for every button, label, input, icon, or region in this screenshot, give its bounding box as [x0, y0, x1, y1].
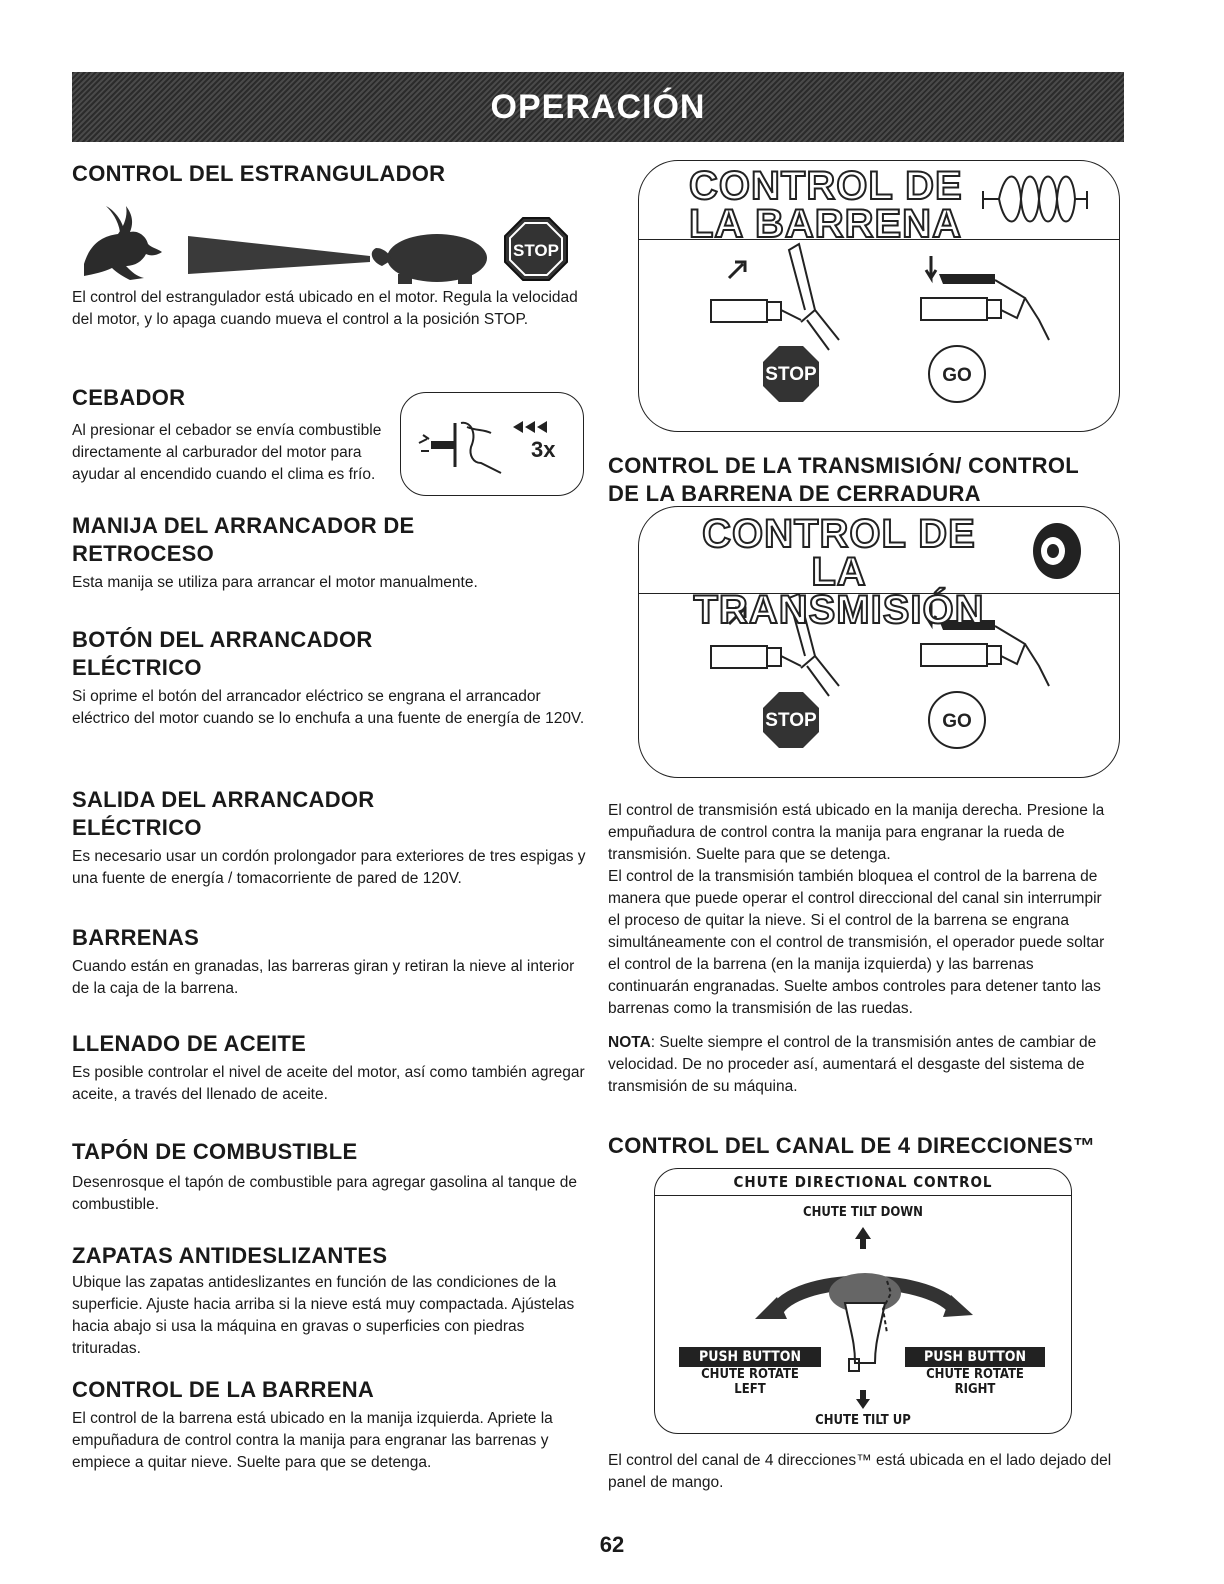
rabbit-icon	[84, 206, 162, 280]
transmision-text-2: El control de la transmisión también bloquea el control de la barrena de manera que puede operar el control direccional del canal sin interrumpir el proceso de quitar la nieve. Si el control de la barrena se engrana simultáneamente con el control de transmisión, el operador puede soltar el control de la barrena (en la manija izquierda) y las barrenas continuarán engranadas. Suelte ambos controles para detener tanto las barrenas como la transmisión de las ruedas.	[608, 868, 1105, 1017]
stop-sign-icon	[505, 218, 567, 280]
primer-count: 3x	[531, 437, 556, 462]
rotate-left-group	[679, 1347, 821, 1397]
tilt-up-arrow-icon	[855, 1389, 871, 1411]
transmision-text-block	[608, 800, 1118, 1098]
chute-control-decal	[654, 1168, 1072, 1434]
boton-text: Si oprime el botón del arrancador eléctrico se engrana el arrancador eléctrico del motor cuando se lo enchufa a una fuente de energía de 120V.	[72, 688, 585, 727]
barrenas-heading: BARRENAS	[72, 925, 200, 950]
auger-go-label: GO	[942, 365, 972, 386]
estrangulador-heading: CONTROL DEL ESTRANGULADOR	[72, 161, 446, 186]
speed-wedge	[188, 236, 370, 274]
auger-icon	[979, 169, 1089, 235]
manija-section	[72, 512, 592, 594]
transmission-decal-title-line2: TRANSMISIÓN	[693, 588, 985, 632]
boton-section	[72, 626, 592, 730]
transmission-control-decal	[638, 506, 1120, 778]
barrenas-section	[72, 924, 592, 1000]
cebador-text: Al presionar el cebador se envía combustible directamente al carburador del motor para ayudar al encendido cuando el clima es frío.	[72, 422, 382, 483]
transmission-stop-label: STOP	[765, 710, 817, 731]
primer-illustration-box	[400, 392, 584, 496]
stop-sign-label: STOP	[513, 241, 559, 260]
page-number: 62	[599, 1532, 625, 1557]
transmission-decal-title	[689, 512, 989, 632]
rotate-right-group	[905, 1347, 1045, 1397]
wheel-icon	[1025, 519, 1085, 583]
push-button-right-label: PUSH BUTTON	[905, 1347, 1045, 1367]
auger-stop-label: STOP	[765, 364, 817, 385]
rotate-left-label-1: CHUTE ROTATE	[701, 1367, 799, 1382]
transmision-heading-block	[608, 452, 1128, 508]
nota-text: : Suelte siempre el control de la transmisión antes de cambiar de velocidad. De no proceder así, aumentará el desgaste del sistema de transmisión de su máquina.	[608, 1034, 1097, 1095]
auger-decal-title-line1: CONTROL DE	[689, 164, 963, 208]
rotate-left-label-2: LEFT	[734, 1382, 766, 1397]
transmision-text-1: El control de transmisión está ubicado en la manija derecha. Presione la empuñadura de control contra la manija para engranar la rueda de transmisión. Suelte para que se detenga.	[608, 802, 1105, 863]
barrena-section	[72, 1376, 592, 1474]
transmission-go-label: GO	[942, 711, 972, 732]
tapon-section	[72, 1138, 592, 1216]
canal-heading-block	[608, 1132, 1128, 1160]
section-banner	[72, 72, 1124, 142]
tapon-heading: TAPÓN DE COMBUSTIBLE	[72, 1139, 358, 1164]
rotate-right-label-2: RIGHT	[954, 1382, 996, 1397]
canal-heading: CONTROL DEL CANAL DE 4 DIRECCIONES™	[608, 1133, 1096, 1158]
auger-control-decal	[638, 160, 1120, 432]
estrangulador-section	[72, 160, 592, 188]
primer-icon	[401, 393, 583, 495]
barrena-heading: CONTROL DE LA BARRENA	[72, 1377, 375, 1402]
barrenas-text: Cuando están en granadas, las barreras giran y retiran la nieve al interior de la caja de la barrena.	[72, 958, 575, 997]
nota-paragraph	[608, 1032, 1118, 1098]
go-circle-icon	[929, 346, 985, 402]
zapatas-heading: ZAPATAS ANTIDESLIZANTES	[72, 1243, 388, 1268]
chute-tilt-down-label: CHUTE TILT DOWN	[803, 1205, 923, 1220]
manija-text: Esta manija se utiliza para arrancar el motor manualmente.	[72, 574, 478, 591]
transmission-decal-header	[639, 507, 1119, 632]
auger-decal-header	[639, 161, 1119, 246]
nota-label: NOTA	[608, 1034, 651, 1051]
aceite-text: Es posible controlar el nivel de aceite del motor, así como también agregar aceite, a través del llenado de aceite.	[72, 1064, 585, 1103]
auger-decal-title-line2: LA BARRENA	[689, 202, 962, 246]
go-circle-icon	[929, 692, 985, 748]
cebador-section	[72, 384, 402, 486]
transmision-heading: CONTROL DE LA TRANSMISIÓN/ CONTROL DE LA BARRENA DE CERRADURA	[608, 453, 1079, 506]
zapatas-section	[72, 1242, 592, 1360]
boton-heading: BOTÓN DEL ARRANCADOR ELÉCTRICO	[72, 627, 373, 680]
joystick-knob-icon	[829, 1273, 901, 1363]
stop-sign-icon	[763, 346, 819, 402]
transmission-decal-title-line1: CONTROL DE LA	[702, 512, 976, 594]
salida-heading: SALIDA DEL ARRANCADOR ELÉCTRICO	[72, 787, 375, 840]
rotate-right-label-1: CHUTE ROTATE	[926, 1367, 1024, 1382]
estrangulador-text-block	[72, 287, 592, 331]
throttle-illustration	[72, 196, 592, 286]
canal-text: El control del canal de 4 direcciones™ está ubicada en el lado dejado del panel de mango.	[608, 1452, 1112, 1491]
stop-sign-icon	[763, 692, 819, 748]
section-title: OPERACIÓN	[490, 87, 706, 126]
lever-released-icon	[711, 244, 839, 350]
tapon-text: Desenrosque el tapón de combustible para agregar gasolina al tanque de combustible.	[72, 1174, 577, 1213]
estrangulador-text: El control del estrangulador está ubicado en el motor. Regula la velocidad del motor, y lo apaga cuando mueva el control a la posición STOP.	[72, 289, 578, 328]
turtle-icon	[372, 234, 487, 284]
barrena-text: El control de la barrena está ubicado en la manija izquierda. Apriete la empuñadura de control contra la manija para engranar las barrenas y empiece a quitar nieve. Suelte para que se detenga.	[72, 1410, 553, 1471]
chute-decal-title: CHUTE DIRECTIONAL CONTROL	[655, 1169, 1071, 1196]
tilt-down-arrow-icon	[855, 1227, 871, 1249]
cebador-heading: CEBADOR	[72, 385, 186, 410]
salida-text: Es necesario usar un cordón prolongador para exteriores de tres espigas y una fuente de energía / tomacorriente de pared de 120V.	[72, 848, 586, 887]
aceite-heading: LLENADO DE ACEITE	[72, 1031, 307, 1056]
salida-section	[72, 786, 592, 890]
zapatas-text: Ubique las zapatas antideslizantes en función de las condiciones de la superficie. Ajuste hacia arriba si la nieve está muy compactada. Ajústelas hacia abajo si usa la máquina en gravas o superficies con piedras trituradas.	[72, 1274, 575, 1357]
auger-decal-title	[689, 164, 963, 246]
manija-heading: MANIJA DEL ARRANCADOR DE RETROCESO	[72, 513, 415, 566]
push-button-left-label: PUSH BUTTON	[679, 1347, 821, 1367]
auger-lever-diagram	[639, 240, 1119, 430]
lever-engaged-icon	[921, 256, 1049, 340]
chute-tilt-up-label: CHUTE TILT UP	[815, 1413, 911, 1428]
aceite-section	[72, 1030, 592, 1106]
canal-text-block	[608, 1450, 1118, 1494]
